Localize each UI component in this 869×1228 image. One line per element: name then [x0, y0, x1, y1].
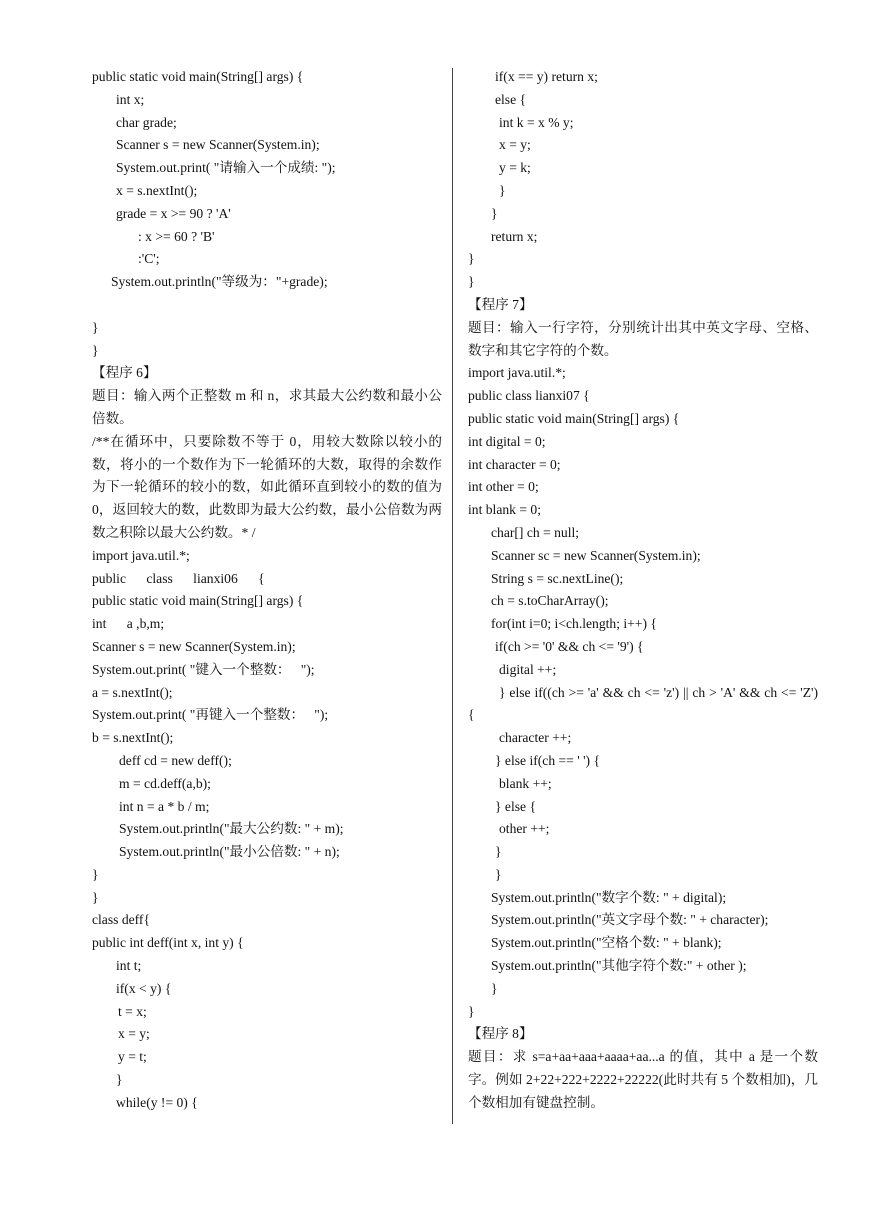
text-line: System.out.println("英文字母个数: " + character);: [491, 912, 769, 928]
text-line: } else if((ch >= 'a' && ch <= 'z') || ch > 'A' && ch <= 'Z') {: [468, 684, 818, 723]
text-line: return x;: [491, 228, 538, 244]
text-line: public static void main(String[] args) {: [468, 410, 680, 426]
text-line: digital ++;: [499, 661, 557, 677]
text-line: public class lianxi07 {: [468, 388, 590, 404]
text-line: other ++;: [499, 821, 550, 837]
text-line: System.out.println("最小公倍数: " + n);: [119, 844, 340, 860]
text-line: y = t;: [118, 1049, 147, 1065]
text-line: else {: [495, 91, 527, 107]
text-line: class deff{: [92, 912, 150, 928]
text-line: int character = 0;: [468, 456, 561, 472]
left-column: [92, 66, 442, 1115]
text-line: int digital = 0;: [468, 433, 546, 449]
text-line: x = y;: [118, 1026, 150, 1042]
text-line: m = cd.deff(a,b);: [119, 775, 211, 791]
text-line: int k = x % y;: [499, 114, 574, 130]
text-line: int blank = 0;: [468, 502, 541, 518]
text-line: }: [92, 889, 99, 905]
text-line: }: [468, 1003, 475, 1019]
text-line: b = s.nextInt();: [92, 730, 174, 746]
text-line: public static void main(String[] args) {: [92, 593, 304, 609]
text-line: int a ,b,m;: [92, 616, 165, 632]
text-line: y = k;: [499, 160, 531, 176]
text-line: System.out.print( "键入一个整数： ");: [92, 661, 315, 677]
text-line: } else if(ch == ' ') {: [495, 752, 600, 768]
text-line: for(int i=0; i<ch.length; i++) {: [491, 616, 657, 632]
text-line: char[] ch = null;: [491, 524, 580, 540]
text-line: :'C';: [138, 251, 160, 267]
text-line: System.out.println("数字个数: " + digital);: [491, 889, 727, 905]
text-line: import java.util.*;: [468, 365, 566, 381]
text-line: int x;: [116, 91, 145, 107]
text-line: if(x < y) {: [116, 980, 172, 996]
text-line: String s = sc.nextLine();: [491, 570, 624, 586]
text-line: [92, 294, 442, 317]
text-line: int t;: [116, 958, 142, 974]
text-line: 题目：输入一行字符，分别统计出其中英文字母、空格、数字和其它字符的个数。: [468, 319, 818, 358]
text-line: System.out.print( "请输入一个成绩: ");: [116, 160, 336, 176]
text-line: System.out.println("其他字符个数:" + other );: [491, 958, 747, 974]
text-line: 【程序 7】: [468, 296, 533, 312]
text-line: char grade;: [116, 114, 177, 130]
text-line: }: [495, 866, 502, 882]
text-line: System.out.println("空格个数: " + blank);: [491, 935, 722, 951]
text-line: : x >= 60 ? 'B': [138, 228, 215, 244]
text-line: blank ++;: [499, 775, 552, 791]
text-line: character ++;: [499, 730, 572, 746]
text-line: int n = a * b / m;: [119, 798, 210, 814]
text-line: t = x;: [118, 1003, 147, 1019]
text-line: grade = x >= 90 ? 'A': [116, 205, 231, 221]
text-line: System.out.print( "再键入一个整数： ");: [92, 707, 329, 723]
right-column: [468, 66, 818, 1115]
text-line: if(ch >= '0' && ch <= '9') {: [495, 638, 644, 654]
text-line: }: [491, 980, 498, 996]
text-line: int other = 0;: [468, 479, 539, 495]
text-line: }: [468, 251, 475, 267]
text-line: while(y != 0) {: [116, 1094, 198, 1110]
text-line: 【程序 8】: [468, 1026, 533, 1042]
text-line: 题目：输入两个正整数 m 和 n，求其最大公约数和最小公倍数。: [92, 388, 442, 426]
text-line: ch = s.toCharArray();: [491, 593, 609, 609]
text-line: }: [92, 866, 99, 882]
text-line: 【程序 6】: [92, 365, 157, 381]
text-line: public class lianxi06 {: [92, 570, 265, 586]
text-line: System.out.println("最大公约数: " + m);: [119, 821, 344, 837]
text-line: deff cd = new deff();: [119, 752, 232, 768]
text-line: Scanner s = new Scanner(System.in);: [92, 638, 296, 654]
text-line: Scanner s = new Scanner(System.in);: [116, 137, 320, 153]
text-line: 题目：求 s=a+aa+aaa+aaaa+aa...a 的值，其中 a 是一个数字。例如 2+22+222+2222+22222(此时共有 5 个数相加)，几个数相加有键盘控制。: [468, 1049, 818, 1110]
text-line: } else {: [495, 798, 536, 814]
text-line: }: [468, 274, 475, 290]
text-line: /**在循环中，只要除数不等于 0，用较大数除以较小的数，将小的一个数作为下一轮循环的大数，取得的余数作为下一轮循环的较小的数，如此循环直到较小的数的值为 0，返回较大的数，此数即为最大公约数，最小公倍数为两数之积除以最大公约数。* /: [92, 433, 442, 540]
text-line: public int deff(int x, int y) {: [92, 935, 244, 951]
text-line: if(x == y) return x;: [495, 69, 598, 84]
text-line: x = y;: [499, 137, 531, 153]
text-line: Scanner sc = new Scanner(System.in);: [491, 547, 701, 563]
text-line: }: [491, 205, 498, 221]
text-line: }: [499, 182, 506, 198]
text-line: public static void main(String[] args) {: [92, 69, 304, 84]
text-line: }: [92, 319, 99, 335]
text-line: x = s.nextInt();: [116, 182, 198, 198]
text-line: }: [92, 342, 99, 358]
text-line: }: [495, 844, 502, 860]
text-line: a = s.nextInt();: [92, 684, 173, 700]
text-line: System.out.println("等级为："+grade);: [111, 274, 328, 290]
column-divider: [452, 68, 453, 1124]
text-line: import java.util.*;: [92, 547, 190, 563]
text-line: }: [116, 1072, 123, 1088]
